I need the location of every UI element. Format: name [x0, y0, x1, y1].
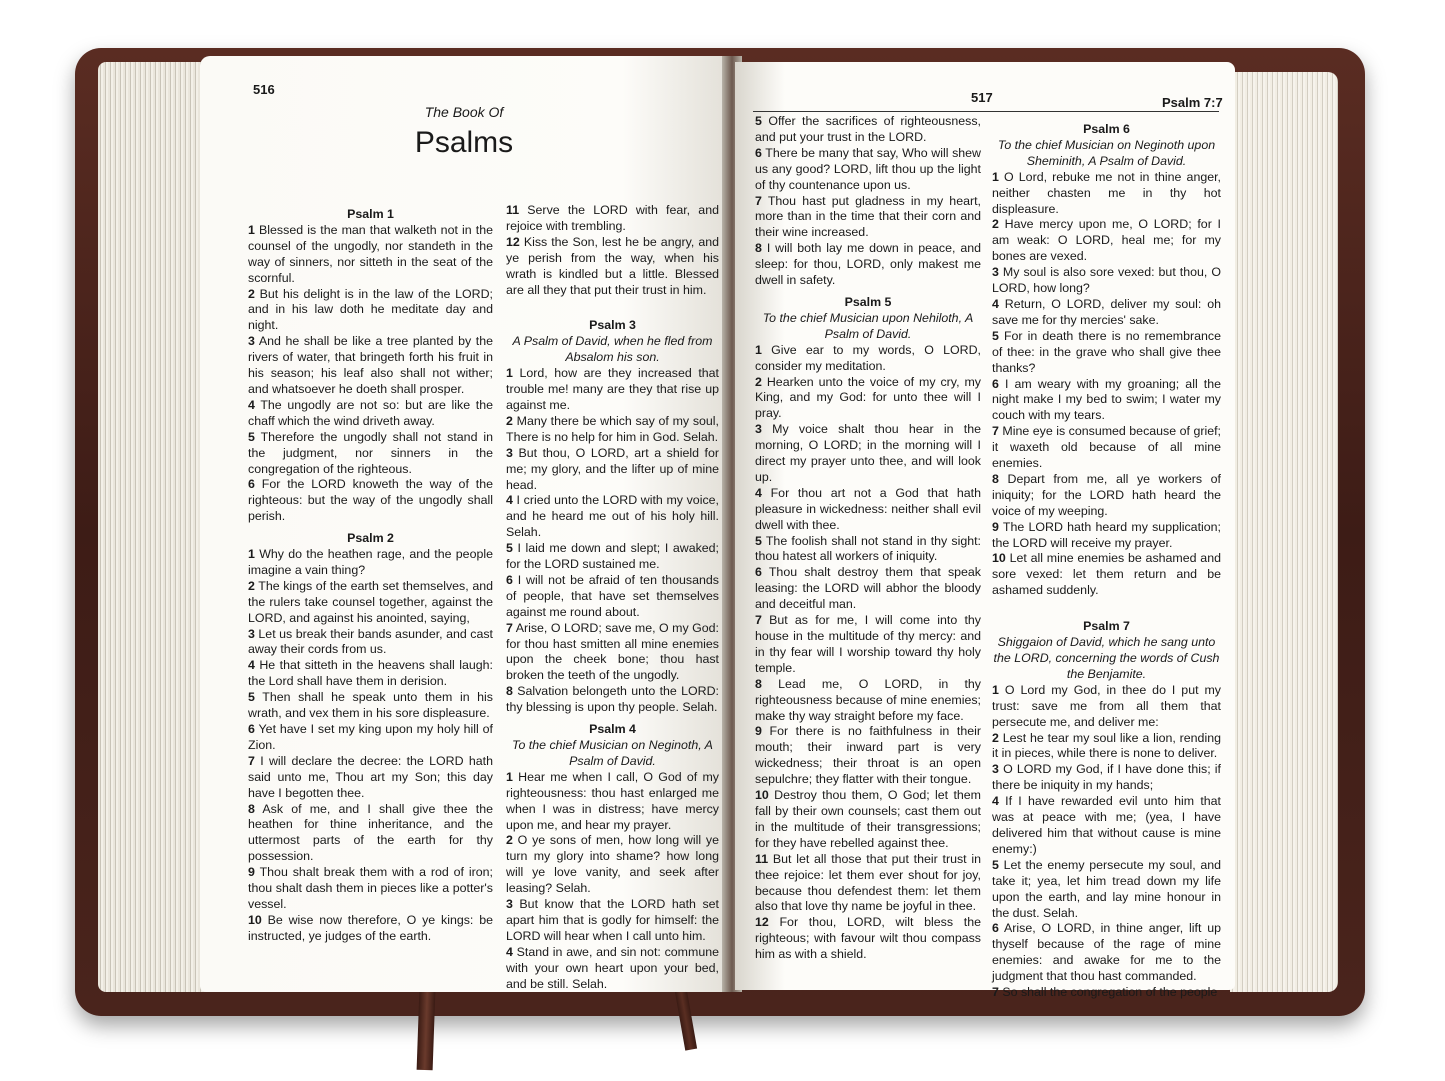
psalm-superscription: Shiggaion of David, which he sang unto the LORD, concerning the words of Cush the Benjamite. [993, 635, 1220, 681]
verse-text: Hear me when I call, O God of my righteousness: thou hast enlarged me when I was in distress; have mercy upon me, and hear my prayer. [506, 769, 719, 832]
section-gap [992, 599, 1221, 613]
verse-number: 5 [992, 328, 999, 343]
verse-text: Thou shalt break them with a rod of iron; thou shalt dash them in pieces like a potter's vessel. [248, 865, 493, 911]
verse [992, 520, 1221, 552]
verse [992, 217, 1221, 265]
verse [992, 170, 1221, 218]
verse-number: 3 [755, 422, 762, 437]
verse-text: Therefore the ungodly shall not stand in the judgment, nor sinners in the congregation of the righteous. [248, 429, 494, 476]
verse [755, 915, 981, 963]
verse [248, 223, 493, 287]
verse [992, 424, 1221, 472]
verse-text: I will not be afraid of ten thousands of people, that have set themselves against me round about. [506, 572, 719, 619]
verse-text: Let the enemy persecute my soul, and take it; yea, let him tread down my life upon the earth, and lay mine honour in the dust. Selah. [992, 857, 1221, 920]
verse-number: 7 [992, 985, 999, 1000]
verse-number: 1 [755, 342, 762, 357]
verse-text: And he shall be like a tree planted by the rivers of water, that bringeth forth his fruit in his season; his leaf also shall not wither; and whatsoever he doeth shall prosper. [248, 334, 493, 396]
verse [248, 627, 493, 659]
verse-number: 11 [506, 203, 520, 217]
verse-text: For thou, LORD, wilt bless the righteous; with favour wilt thou compass him as with a shield. [755, 915, 981, 962]
verse-number: 6 [506, 572, 513, 587]
verse [755, 613, 981, 677]
verse [755, 534, 981, 566]
psalm-superscription: To the chief Musician on Neginoth, A Psalm of David. [512, 738, 713, 768]
verse [992, 329, 1221, 377]
verse [248, 722, 493, 754]
psalm-superscription: To the chief Musician on Neginoth upon Sheminith, A Psalm of David. [997, 137, 1216, 168]
verse-text: But as for me, I will come into thy house in the multitude of thy mercy: and in thy fear will I worship toward thy holy temple. [755, 613, 981, 675]
verse-number: 5 [755, 533, 762, 548]
verse-text: Offer the sacrifices of righteousness, and put your trust in the LORD. [755, 114, 981, 144]
verse-number: 5 [506, 541, 513, 556]
verse-number: 5 [248, 429, 255, 444]
verse-number: 10 [755, 788, 769, 803]
verse [506, 366, 719, 414]
verse [992, 377, 1221, 425]
verse-number: 4 [992, 794, 999, 809]
verse [755, 146, 981, 194]
psalm-heading: Psalm 2 [347, 531, 394, 546]
psalm-heading: Psalm 6 [1083, 122, 1130, 136]
verse-text: Mine eye is consumed because of grief; it waxeth old because of all mine enemies. [992, 424, 1221, 471]
verse [248, 334, 493, 398]
verse-number: 5 [992, 857, 999, 872]
verse-number: 4 [755, 485, 762, 500]
verse [755, 677, 981, 725]
verse [992, 683, 1221, 731]
verse-number: 3 [992, 762, 999, 777]
verse-number: 6 [755, 145, 762, 160]
verse-text: Have mercy upon me, O LORD; for I am weak: O LORD, heal me; for my bones are vexed. [992, 217, 1221, 264]
verse-number: 1 [992, 682, 999, 697]
verse-number: 3 [506, 445, 513, 460]
verse-text: For there is no faithfulness in their mouth; their inward part is very wickedness; their throat is an open sepulchre; they flatter with their tongue. [755, 724, 981, 787]
verse-number: 4 [992, 296, 999, 311]
verse-text: Depart from me, all ye workers of iniquity; for the LORD hath heard the voice of my weeping. [992, 471, 1221, 518]
verse-number: 2 [248, 578, 255, 593]
verse-text: Blessed is the man that walketh not in the counsel of the ungodly, nor standeth in the way of sinners, nor sitteth in the seat of the scornful. [248, 222, 493, 285]
verse-text: Let all mine enemies be ashamed and sore vexed: let them return and be ashamed suddenly. [992, 551, 1221, 598]
verse-number: 7 [755, 193, 762, 208]
psalm-superscription: To the chief Musician upon Nehiloth, A Psalm of David. [762, 310, 974, 341]
header-rule [753, 111, 1219, 112]
verse-text: Ask of me, and I shall give thee the heathen for thine inheritance, and the uttermost parts of the earth for thy possession. [248, 801, 493, 864]
verse [248, 913, 493, 945]
verse-number: 2 [992, 217, 999, 232]
verse [755, 788, 981, 852]
verse [506, 897, 719, 945]
verse-text: Thou shalt destroy them that speak leasing: the LORD will abhor the bloody and deceitful man. [755, 565, 982, 612]
verse [755, 565, 981, 613]
section-gap [506, 298, 719, 312]
verse [755, 852, 981, 916]
verse [755, 375, 981, 423]
right-column-1 [755, 114, 981, 963]
verse-number: 4 [506, 944, 513, 959]
verse-text: Thou hast put gladness in my heart, more than in the time that their corn and their wine increased. [755, 193, 981, 240]
verse [992, 551, 1221, 599]
verse [506, 684, 719, 716]
verse-text: O ye sons of men, how long will ye turn my glory into shame? how long will ye love vanity, and seek after leasing? Selah. [506, 833, 719, 896]
verse-number: 7 [248, 753, 255, 768]
verse-text: O Lord, rebuke me not in thine anger, neither chasten me in thy hot displeasure. [992, 169, 1221, 216]
psalm-heading: Psalm 4 [589, 722, 636, 737]
verse-text: Lead me, O LORD, in thy righteousness because of mine enemies; make thy way straight before my face. [755, 676, 981, 723]
left-page [200, 56, 728, 992]
verse [992, 858, 1221, 922]
verse [992, 731, 1221, 763]
verse-number: 1 [992, 169, 999, 184]
psalm-heading: Psalm 3 [589, 318, 636, 333]
verse [992, 762, 1221, 794]
verse-text: Kiss the Son, lest he be angry, and ye perish from the way, when his wrath is kindled but a little. Blessed are all they that put their trust in him. [506, 234, 719, 297]
verse-text: Arise, O LORD; save me, O my God: for thou hast smitten all mine enemies upon the cheek bone; thou hast broken the teeth of the ungodly. [506, 620, 720, 683]
verse-text: He that sitteth in the heavens shall laugh: the Lord shall have them in derision. [248, 658, 493, 689]
verse-number: 5 [248, 690, 255, 705]
verse-number: 11 [755, 851, 769, 866]
verse-number: 9 [755, 724, 762, 739]
verse [506, 235, 719, 299]
verse-number: 1 [248, 547, 255, 562]
verse-text: Be wise now therefore, O ye kings: be instructed, ye judges of the earth. [248, 912, 493, 943]
verse-text: Let us break their bands asunder, and cast away their cords from us. [248, 626, 493, 657]
verse-number: 2 [506, 413, 513, 428]
verse-number: 6 [992, 376, 999, 391]
verse-number: 2 [992, 730, 999, 745]
verse [992, 265, 1221, 297]
verse-text: My voice shalt thou hear in the morning, O LORD; in the morning will I direct my prayer unto thee, and will look up. [755, 422, 981, 484]
verse-number: 3 [248, 626, 255, 641]
verse-number: 10 [248, 912, 262, 927]
verse [506, 203, 719, 235]
verse [506, 493, 719, 541]
verse [248, 690, 493, 722]
verse-text: I will both lay me down in peace, and sleep: for thou, LORD, only makest me dwell in safety. [755, 241, 981, 288]
verse [248, 802, 493, 866]
verse [248, 547, 493, 579]
verse-text: O Lord my God, in thee do I put my trust: save me from all them that persecute me, and deliver me: [992, 682, 1221, 729]
verse [992, 297, 1221, 329]
psalm-superscription: A Psalm of David, when he fled from Absalom his son. [512, 334, 713, 365]
left-column-2 [506, 203, 719, 993]
right-page-edges [1230, 72, 1338, 992]
verse-text: Then shall he speak unto them in his wrath, and vex them in his sore displeasure. [248, 690, 493, 721]
verse [248, 579, 493, 627]
verse [506, 945, 719, 993]
verse-text: But let all those that put their trust in thee rejoice: let them ever shout for joy, because thou defendest them: let them also that love thy name be joyful in thee. [755, 851, 981, 914]
left-column-1 [248, 201, 493, 945]
verse-text: I will declare the decree: the LORD hath said unto me, Thou art my Son; this day have I begotten thee. [248, 753, 493, 800]
verse-text: Yet have I set my king upon my holy hill of Zion. [248, 722, 493, 752]
verse-text: Why do the heathen rage, and the people imagine a vain thing? [248, 547, 493, 577]
verse-number: 5 [755, 114, 762, 128]
verse-text: Return, O LORD, deliver my soul: oh save me for thy mercies' sake. [992, 296, 1221, 327]
verse-text: So shall the congregation of the people [1002, 985, 1218, 1000]
verse-text: I laid me down and slept; I awaked; for the LORD sustained me. [506, 541, 720, 572]
verse-text: For thou art not a God that hath pleasure in wickedness: neither shall evil dwell with thee. [755, 485, 981, 532]
verse [992, 921, 1221, 985]
left-page-number: 516 [253, 82, 275, 97]
verse [992, 472, 1221, 520]
verse-text: My soul is also sore vexed: but thou, O LORD, how long? [992, 265, 1221, 296]
bookmark-ribbon [417, 990, 436, 1071]
verse-text: Destroy thou them, O God; let them fall by their own counsels; cast them out in the multitude of their transgressions; for they have rebelled against thee. [755, 788, 981, 850]
verse-number: 2 [755, 374, 762, 389]
right-page-number: 517 [971, 90, 993, 105]
verse-number: 6 [248, 477, 255, 492]
verse-number: 10 [992, 551, 1006, 566]
verse-text: Stand in awe, and sin not: commune with your own heart upon your bed, and be still. Selah. [506, 944, 719, 991]
verse-text: Lord, how are they increased that trouble me! many are they that rise up against me. [506, 366, 720, 412]
verse [755, 724, 981, 788]
verse-number: 6 [755, 565, 762, 580]
verse [755, 114, 981, 146]
verse [506, 414, 719, 446]
verse-number: 6 [248, 722, 255, 736]
verse-number: 8 [755, 241, 762, 256]
psalm-heading: Psalm 1 [347, 207, 394, 221]
verse-number: 12 [506, 234, 520, 249]
verse-number: 7 [992, 424, 999, 439]
verse [248, 477, 493, 525]
book-intro: The Book Of [424, 104, 504, 120]
verse [248, 658, 493, 690]
verse-number: 2 [506, 833, 513, 848]
verse [248, 287, 493, 335]
verse-text: Many there be which say of my soul, There is no help for him in God. Selah. [506, 413, 719, 444]
verse-text: The kings of the earth set themselves, and the rulers take counsel together, against the LORD, and against his anointed, saying, [248, 578, 493, 625]
verse [248, 398, 493, 430]
verse [506, 621, 719, 685]
verse-number: 1 [506, 769, 513, 784]
verse-number: 3 [992, 265, 999, 280]
verse-text: Lest he tear my soul like a lion, rending it in pieces, while there is none to deliver. [992, 730, 1221, 761]
verse [248, 430, 493, 478]
verse-number: 1 [506, 366, 513, 381]
psalm-heading: Psalm 5 [844, 294, 892, 309]
verse-number: 4 [248, 658, 255, 673]
verse-text: The ungodly are not so: but are like the chaff which the wind driveth away. [248, 397, 493, 428]
verse-number: 6 [992, 921, 999, 936]
verse-number: 4 [248, 397, 255, 412]
verse [506, 446, 719, 494]
verse-text: But his delight is in the law of the LORD; and in his law doth he meditate day and night. [248, 286, 493, 333]
verse-number: 1 [248, 222, 255, 237]
verse-number: 8 [992, 471, 999, 486]
verse [755, 343, 981, 375]
verse-number: 9 [992, 519, 999, 534]
verse-text: Salvation belongeth unto the LORD: thy blessing is upon thy people. Selah. [506, 684, 719, 715]
verse-text: Serve the LORD with fear, and rejoice with trembling. [506, 203, 719, 233]
verse-number: 8 [506, 684, 513, 699]
running-head: Psalm 7:7 [1162, 95, 1223, 110]
verse-text: I am weary with my groaning; all the night make I my bed to swim; I water my couch with my tears. [992, 376, 1221, 423]
verse-text: O LORD my God, if I have done this; if there be iniquity in my hands; [992, 762, 1221, 793]
verse [506, 573, 719, 621]
verse-number: 7 [755, 613, 762, 628]
verse [755, 486, 981, 534]
verse [248, 754, 493, 802]
verse-number: 8 [755, 676, 762, 691]
verse-text: There be many that say, Who will shew us any good? LORD, lift thou up the light of thy countenance upon us. [755, 145, 981, 192]
verse-text: I cried unto the LORD with my voice, and he heard me out of his holy hill. Selah. [506, 493, 719, 540]
book-title: Psalms [414, 126, 514, 159]
verse [248, 865, 493, 913]
verse [506, 833, 719, 897]
verse [992, 794, 1221, 858]
verse-number: 9 [248, 865, 255, 880]
verse-text: Hearken unto the voice of my cry, my King, and my God: for unto thee will I pray. [755, 374, 981, 421]
verse-text: Give ear to my words, O LORD, consider my meditation. [755, 342, 981, 373]
right-column-2 [992, 116, 1221, 1001]
verse [755, 422, 981, 486]
verse [755, 241, 981, 289]
verse [992, 985, 1221, 1001]
verse-text: Arise, O LORD, in thine anger, lift up thyself because of the rage of mine enemies: and awake for me to the judgment that thou hast commanded. [992, 921, 1221, 984]
verse-number: 12 [755, 915, 769, 930]
verse-text: But know that the LORD hath set apart him that is godly for himself: the LORD will hear when I call unto him. [506, 897, 719, 943]
verse-text: The LORD hath heard my supplication; the LORD will receive my prayer. [992, 519, 1221, 550]
verse [755, 194, 981, 242]
verse-number: 3 [248, 334, 255, 349]
verse-text: If I have rewarded evil unto him that was at peace with me; (yea, I have delivered him that without cause is mine enemy:) [992, 794, 1221, 856]
verse-number: 7 [506, 620, 513, 635]
verse-number: 2 [248, 286, 255, 301]
right-page [735, 62, 1235, 1000]
verse-text: But thou, O LORD, art a shield for me; my glory, and the lifter up of mine head. [506, 445, 719, 492]
verse [506, 541, 719, 573]
verse-number: 8 [248, 801, 255, 816]
verse-text: The foolish shall not stand in thy sight: thou hatest all workers of iniquity. [755, 533, 982, 564]
verse-number: 4 [506, 493, 513, 508]
psalm-heading: Psalm 7 [1083, 619, 1130, 634]
verse [506, 770, 719, 834]
verse-text: For in death there is no remembrance of thee: in the grave who shall give thee thanks? [992, 328, 1221, 375]
verse-text: For the LORD knoweth the way of the righteous: but the way of the ungodly shall perish. [248, 477, 493, 524]
verse-number: 3 [506, 897, 513, 912]
